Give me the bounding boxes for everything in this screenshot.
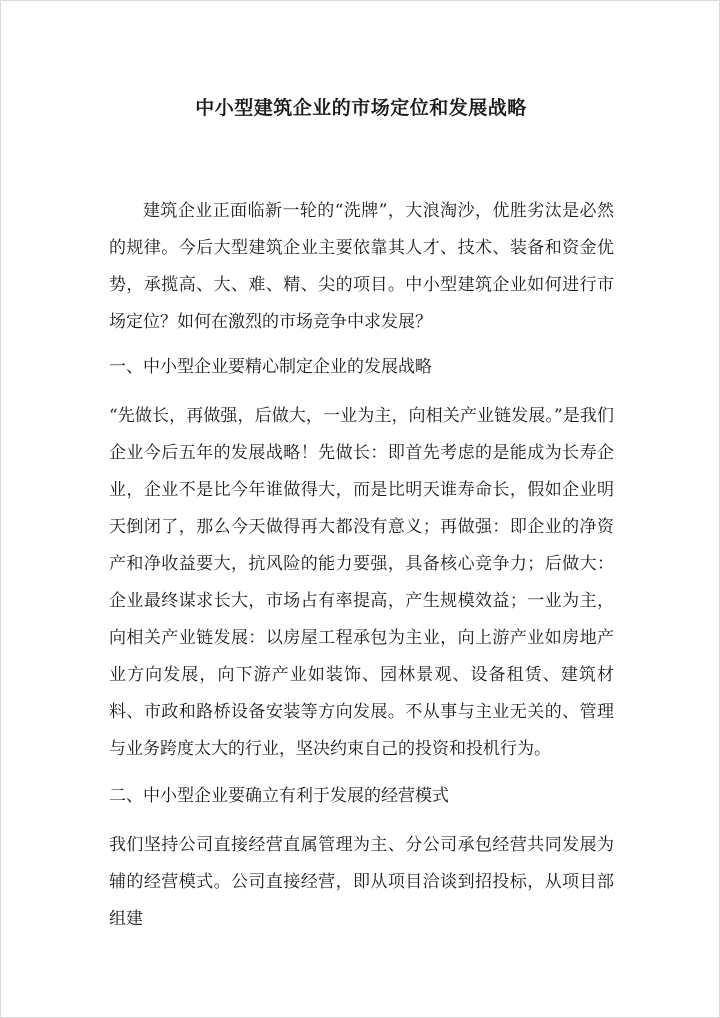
intro-paragraph: 建筑企业正面临新一轮的“洗牌”，大浪淘沙，优胜劣汰是必然的规律。今后大型建筑企业主要依靠其人才、技术、装备和资金优势，承揽高、大、难、精、尖的项目。中小型建筑企业如何进行市场定位？如何在激烈的市场竞争中求发展？ bbox=[109, 201, 614, 332]
section-heading-1: 一、中小型企业要精心制定企业的发展战略 bbox=[109, 357, 432, 377]
document-body bbox=[109, 193, 614, 946]
strategy-paragraph: “先做长，再做强，后做大，一业为主，向相关产业链发展。”是我们企业今后五年的发展战略！先做长：即首先考虑的是能成为长寿企业，企业不是比今年谁做得大，而是比明天谁寿命长，假如企业明天倒闭了，那么今天做得再大都没有意义；再做强：即企业的净资产和净收益要大，抗风险的能力要强，具备核心竞争力；后做大：企业最终谋求长大，市场占有率提高，产生规模效益；一业为主，向相关产业链发展：以房屋工程承包为主业，向上游产业如房地产业方向发展，向下游产业如装饰、园林景观、设备租赁、建筑材料、市政和路桥设备安装等方向发展。不从事与主业无关的、管理与业务跨度太大的行业，坚决约束自己的投资和投机行为。 bbox=[109, 406, 614, 759]
section-heading-2: 二、中小型企业要确立有利于发展的经营模式 bbox=[109, 786, 449, 806]
business-model-paragraph: 我们坚持公司直接经营直属管理为主、分公司承包经营共同发展为辅的经营模式。公司直接经营，即从项目洽谈到招投标，从项目部组建 bbox=[109, 835, 614, 929]
document-title: 中小型建筑企业的市场定位和发展战略 bbox=[195, 97, 527, 119]
